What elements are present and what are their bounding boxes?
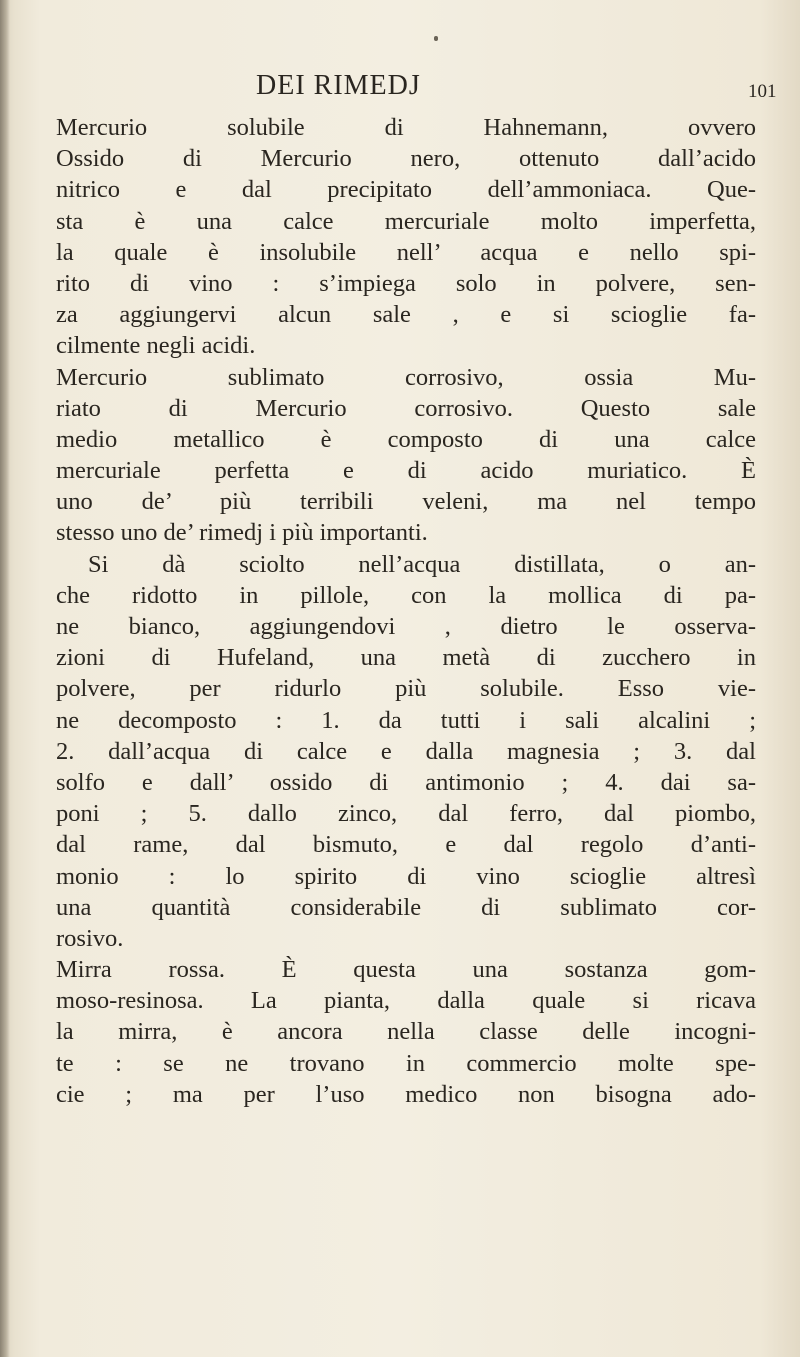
text-line: riato di Mercurio corrosivo. Questo sale	[56, 394, 756, 422]
text-line: za aggiungervi alcun sale , e si scioglie fa-	[56, 301, 756, 329]
text-line: Mercurio sublimato corrosivo, ossia Mu-	[56, 363, 756, 391]
paragraph	[56, 954, 756, 1110]
text-line: rosivo.	[56, 924, 124, 952]
paragraph	[56, 112, 756, 362]
signature-mark	[434, 36, 438, 41]
text-line: zioni di Hufeland, una metà di zucchero in	[56, 644, 756, 672]
text-line: poni ; 5. dallo zinco, dal ferro, dal piombo,	[56, 800, 756, 828]
text-line: stesso uno de’ rimedj i più importanti.	[56, 519, 428, 547]
text-line: medio metallico è composto di una calce	[56, 425, 756, 453]
text-line: Mercurio solubile di Hahnemann, ovvero	[56, 114, 756, 141]
text-line: moso-resinosa. La pianta, dalla quale si ricava	[56, 987, 756, 1015]
text-line: Si dà sciolto nell’acqua distillata, o an-	[88, 550, 756, 578]
text-line: sta è una calce mercuriale molto imperfetta,	[56, 207, 756, 235]
text-line: che ridotto in pillole, con la mollica di pa-	[56, 581, 756, 609]
text-line: polvere, per ridurlo più solubile. Esso vie-	[56, 675, 756, 703]
text-line: cie ; ma per l’uso medico non bisogna ado-	[56, 1080, 756, 1108]
paragraph	[56, 362, 756, 549]
text-line: la quale è insolubile nell’ acqua e nello spi-	[56, 238, 756, 266]
page-number: 101	[748, 81, 777, 102]
text-line: ne bianco, aggiungendovi , dietro le osserva-	[56, 613, 756, 640]
text-line: rito di vino : s’impiega solo in polvere, sen-	[56, 269, 756, 297]
text-line: nitrico e dal precipitato dell’ammoniaca. Que-	[56, 176, 756, 204]
text-line: una quantità considerabile di sublimato cor-	[56, 893, 756, 921]
text-line: la mirra, è ancora nella classe delle incogni-	[56, 1018, 756, 1046]
text-line: mercuriale perfetta e di acido muriatico. È	[56, 457, 756, 485]
paragraph	[56, 549, 756, 954]
text-line: uno de’ più terribili veleni, ma nel tempo	[56, 488, 756, 516]
text-line: monio : lo spirito di vino scioglie altresì	[56, 862, 756, 890]
text-line: Mirra rossa. È questa una sostanza gom-	[56, 956, 756, 984]
text-line: dal rame, dal bismuto, e dal regolo d’anti-	[56, 831, 756, 859]
text-line: ne decomposto : 1. da tutti i sali alcalini ;	[56, 706, 756, 734]
body-text	[56, 112, 756, 1110]
running-head	[0, 66, 800, 106]
text-line: Ossido di Mercurio nero, ottenuto dall’acido	[56, 145, 756, 173]
page-gutter	[0, 0, 10, 1357]
text-line: 2. dall’acqua di calce e dalla magnesia ; 3. dal	[56, 737, 756, 765]
text-line: cilmente negli acidi.	[56, 332, 256, 360]
running-head-title: DEI RIMEDJ	[256, 70, 421, 101]
text-line: te : se ne trovano in commercio molte spe-	[56, 1049, 756, 1077]
text-line: solfo e dall’ ossido di antimonio ; 4. dai sa-	[56, 768, 756, 796]
